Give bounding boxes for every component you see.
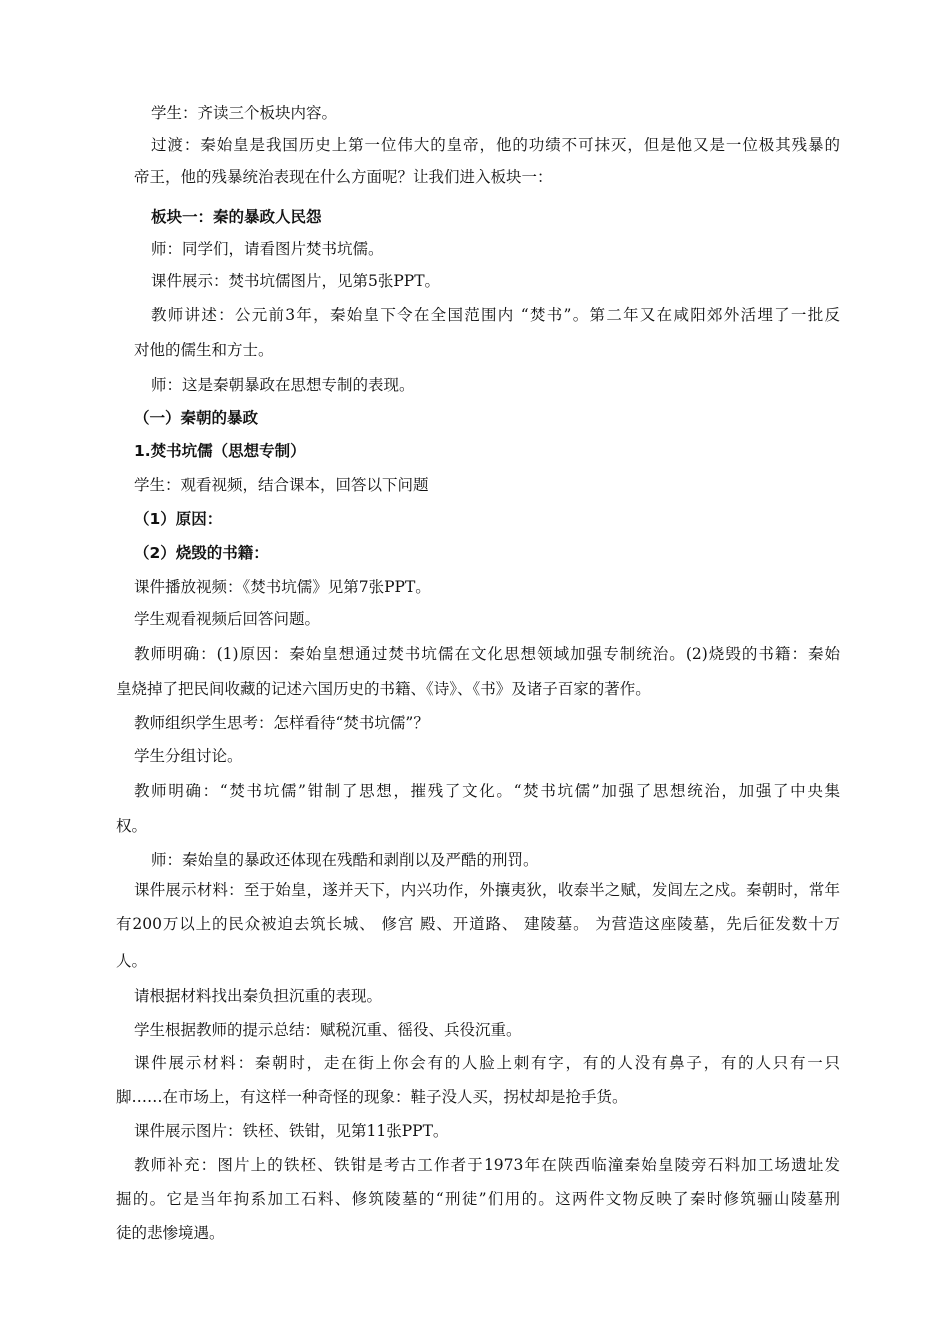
paragraph-teacher-conclusion-line1: 教师明确：“焚书坑儒”钳制了思想，摧残了文化。“焚书坑儒”加强了思想统治，加强了中央集 [134, 782, 840, 800]
section-heading-block-one: 板块一：秦的暴政人民怨 [151, 208, 322, 226]
paragraph-teacher-narration-line1: 教师讲述：公元前3年，秦始皇下令在全国范围内 “焚书”。第二年又在咸阳郊外活埋了一批反 [151, 306, 840, 324]
paragraph-teacher-discussion: 教师组织学生思考：怎样看待“焚书坑儒”？ [134, 714, 429, 732]
paragraph-teacher-conclusion-line2: 权。 [116, 817, 148, 835]
paragraph-courseware-video: 课件播放视频：《焚书坑儒》见第7张PPT。 [134, 578, 431, 596]
paragraph-student-answer: 学生观看视频后回答问题。 [134, 610, 321, 628]
paragraph-courseware-material-line2: 有200万以上的民众被迫去筑长城、 修宫 殿、开道路、 建陵墓。 为营造这座陵墓，先后征发数十万 [116, 915, 840, 933]
paragraph-courseware-relic-picture: 课件展示图片：铁柸、铁钳，见第11张PPT。 [134, 1122, 449, 1140]
paragraph-courseware-punishment-line1: 课件展示材料：秦朝时，走在街上你会有的人脸上刺有字，有的人没有鼻子，有的人只有一只 [134, 1054, 840, 1072]
paragraph-teacher-summary: 师：这是秦朝暴政在思想专制的表现。 [151, 376, 415, 394]
paragraph-teacher-supplement-line2: 掘的。它是当年拘系加工石料、修筑陵墓的“刑徒”们用的。这两件文物反映了秦时修筑骊山陵墓刑 [116, 1190, 840, 1208]
question-burned-books: （2）烧毁的书籍： [134, 544, 269, 562]
paragraph-courseware-material-line3: 人。 [116, 952, 148, 970]
paragraph-teacher-supplement-line1: 教师补充：图片上的铁柸、铁钳是考古工作者于1973年在陕西临潼秦始皇陵旁石料加工场遗址发 [134, 1156, 840, 1174]
paragraph-teacher-supplement-line3: 徒的悲惨境遇。 [116, 1224, 225, 1242]
section-heading-qin-tyranny: （一）秦朝的暴政 [134, 409, 259, 427]
paragraph-material-question: 请根据材料找出秦负担沉重的表现。 [134, 987, 383, 1005]
paragraph-courseware-picture: 课件展示：焚书坑儒图片，见第5张PPT。 [151, 272, 441, 290]
question-reason: （1）原因： [134, 510, 223, 528]
subsection-heading-book-burning: 1.焚书坑儒（思想专制） [134, 442, 306, 460]
paragraph-teacher-picture: 师：同学们，请看图片焚书坑儒。 [151, 240, 384, 258]
paragraph-student-video: 学生：观看视频，结合课本，回答以下问题 [134, 476, 429, 494]
paragraph-courseware-punishment-line2: 脚……在市场上，有这样一种奇怪的现象：鞋子没人买，拐杖却是抢手货。 [116, 1088, 628, 1106]
paragraph-teacher-transition: 师：秦始皇的暴政还体现在残酷和剥削以及严酷的刑罚。 [151, 851, 539, 869]
paragraph-teacher-clarify-line1: 教师明确：(1)原因：秦始皇想通过焚书坑儒在文化思想领域加强专制统治。(2)烧毁的书籍：秦始 [134, 645, 840, 663]
paragraph-transition-line2: 帝王，他的残暴统治表现在什么方面呢？让我们进入板块一： [134, 168, 553, 186]
paragraph-courseware-material-line1: 课件展示材料：至于始皇，遂并天下，内兴功作，外攘夷狄，收泰半之赋，发闾左之戍。秦朝时，常年 [134, 881, 840, 899]
paragraph-transition-line1: 过渡：秦始皇是我国历史上第一位伟大的皇帝，他的功绩不可抹灭，但是他又是一位极其残暴的 [151, 136, 840, 154]
paragraph-student-summary: 学生根据教师的提示总结：赋税沉重、徭役、兵役沉重。 [134, 1021, 522, 1039]
paragraph-teacher-narration-line2: 对他的儒生和方士。 [134, 341, 274, 359]
paragraph-student-reading: 学生：齐读三个板块内容。 [151, 104, 338, 122]
paragraph-teacher-clarify-line2: 皇烧掉了把民间收藏的记述六国历史的书籍、《诗》、《书》及诸子百家的著作。 [116, 680, 651, 698]
paragraph-group-discussion: 学生分组讨论。 [134, 747, 243, 765]
